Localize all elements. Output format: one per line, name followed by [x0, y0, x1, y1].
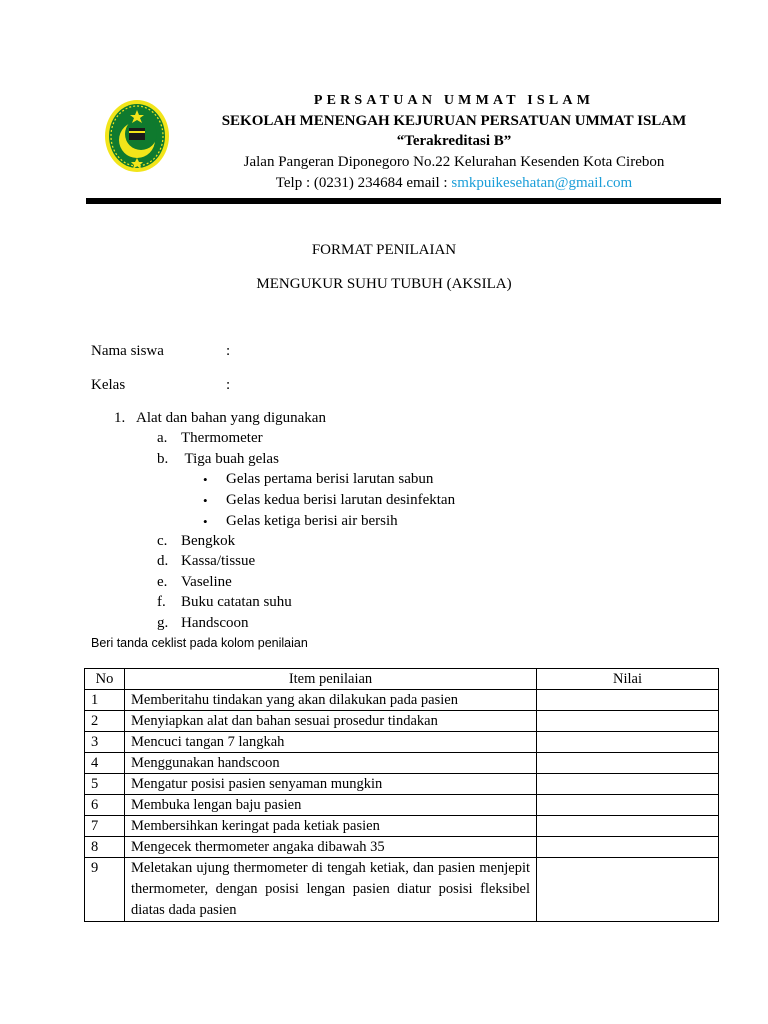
list-item: Vaseline: [181, 574, 232, 590]
score-cell[interactable]: [537, 732, 719, 753]
score-cell[interactable]: [537, 816, 719, 837]
contact-line: [200, 175, 708, 192]
score-cell[interactable]: [537, 795, 719, 816]
list-item: Bengkok: [181, 533, 236, 549]
row-item: Menggunakan handscoon: [125, 753, 537, 774]
table-row: [85, 837, 719, 858]
row-number: 1: [85, 690, 125, 711]
row-number: 7: [85, 816, 125, 837]
tools-heading: Alat dan bahan yang digunakan: [136, 410, 326, 426]
score-cell[interactable]: [537, 753, 719, 774]
school-name: SEKOLAH MENENGAH KEJURUAN PERSATUAN UMMAT ISLAM: [221, 113, 687, 129]
form-subtitle: MENGUKUR SUHU TUBUH (AKSILA): [256, 276, 512, 292]
table-row: [85, 795, 719, 816]
row-item: Memberitahu tindakan yang akan dilakukan pada pasien: [125, 690, 537, 711]
score-cell[interactable]: [537, 774, 719, 795]
instruction-text: Beri tanda ceklist pada kolom penilaian: [91, 636, 308, 650]
list-number: 1.: [114, 410, 126, 426]
table-row: [85, 732, 719, 753]
header-divider: [86, 198, 721, 204]
class-label: Kelas: [91, 377, 126, 393]
row-number: 4: [85, 753, 125, 774]
col-header-item: Item penilaian: [125, 669, 537, 690]
col-header-score: Nilai: [537, 669, 719, 690]
bullet-item: Gelas ketiga berisi air bersih: [226, 513, 398, 529]
row-number: 8: [85, 837, 125, 858]
school-logo-icon: [104, 98, 170, 174]
list-item-letter: d.: [157, 553, 169, 569]
col-header-no: No: [85, 669, 125, 690]
form-title: FORMAT PENILAIAN: [311, 242, 457, 258]
row-item: Membuka lengan baju pasien: [125, 795, 537, 816]
score-cell[interactable]: [537, 837, 719, 858]
list-item: Tiga buah gelas: [181, 451, 279, 467]
school-address: Jalan Pangeran Diponegoro No.22 Kelurahan Kesenden Kota Cirebon: [243, 154, 665, 170]
table-row: [85, 753, 719, 774]
table-header-row: [85, 669, 719, 690]
row-number: 3: [85, 732, 125, 753]
class-colon: :: [226, 377, 231, 393]
list-item: Buku catatan suhu: [181, 594, 292, 610]
table-row: [85, 816, 719, 837]
row-number: 6: [85, 795, 125, 816]
list-item-letter: e.: [157, 574, 168, 590]
row-item: Mengatur posisi pasien senyaman mungkin: [125, 774, 537, 795]
bullet-icon: •: [203, 493, 208, 508]
list-item: Handscoon: [181, 615, 249, 631]
table-row: [85, 690, 719, 711]
bullet-icon: •: [203, 472, 208, 487]
list-item-letter: f.: [157, 594, 166, 610]
row-item: Menyiapkan alat dan bahan sesuai prosedur tindakan: [125, 711, 537, 732]
assessment-table: [84, 668, 719, 922]
list-item-letter: g.: [157, 615, 169, 631]
table-row: [85, 711, 719, 732]
list-item-letter: b.: [157, 451, 169, 467]
row-number: 2: [85, 711, 125, 732]
row-item: Mengecek thermometer angaka dibawah 35: [125, 837, 537, 858]
score-cell[interactable]: [537, 858, 719, 922]
phone-text: Telp : (0231) 234684 email :: [275, 175, 452, 191]
row-number: 5: [85, 774, 125, 795]
email-link[interactable]: smkpuikesehatan@gmail.com: [451, 175, 633, 191]
list-item-letter: c.: [157, 533, 168, 549]
list-item: Kassa/tissue: [181, 553, 256, 569]
bullet-item: Gelas pertama berisi larutan sabun: [226, 471, 434, 487]
table-row: [85, 774, 719, 795]
bullet-item: Gelas kedua berisi larutan desinfektan: [226, 492, 456, 508]
row-item: Mencuci tangan 7 langkah: [125, 732, 537, 753]
student-name-label: Nama siswa: [91, 343, 164, 359]
row-number: 9: [85, 858, 125, 922]
list-item-letter: a.: [157, 430, 168, 446]
score-cell[interactable]: [537, 711, 719, 732]
accreditation: “Terakreditasi B”: [396, 133, 512, 149]
bullet-icon: •: [203, 514, 208, 529]
list-item: Thermometer: [181, 430, 263, 446]
org-name: PERSATUAN UMMAT ISLAM: [313, 93, 595, 108]
row-item: Meletakan ujung thermometer di tengah ketiak, dan pasien menjepit thermometer, dengan posisi lengan pasien diatur posisi fleksibel diatas dada pasien: [125, 858, 537, 922]
student-name-colon: :: [226, 343, 231, 359]
row-item: Membersihkan keringat pada ketiak pasien: [125, 816, 537, 837]
score-cell[interactable]: [537, 690, 719, 711]
table-row: [85, 858, 719, 922]
